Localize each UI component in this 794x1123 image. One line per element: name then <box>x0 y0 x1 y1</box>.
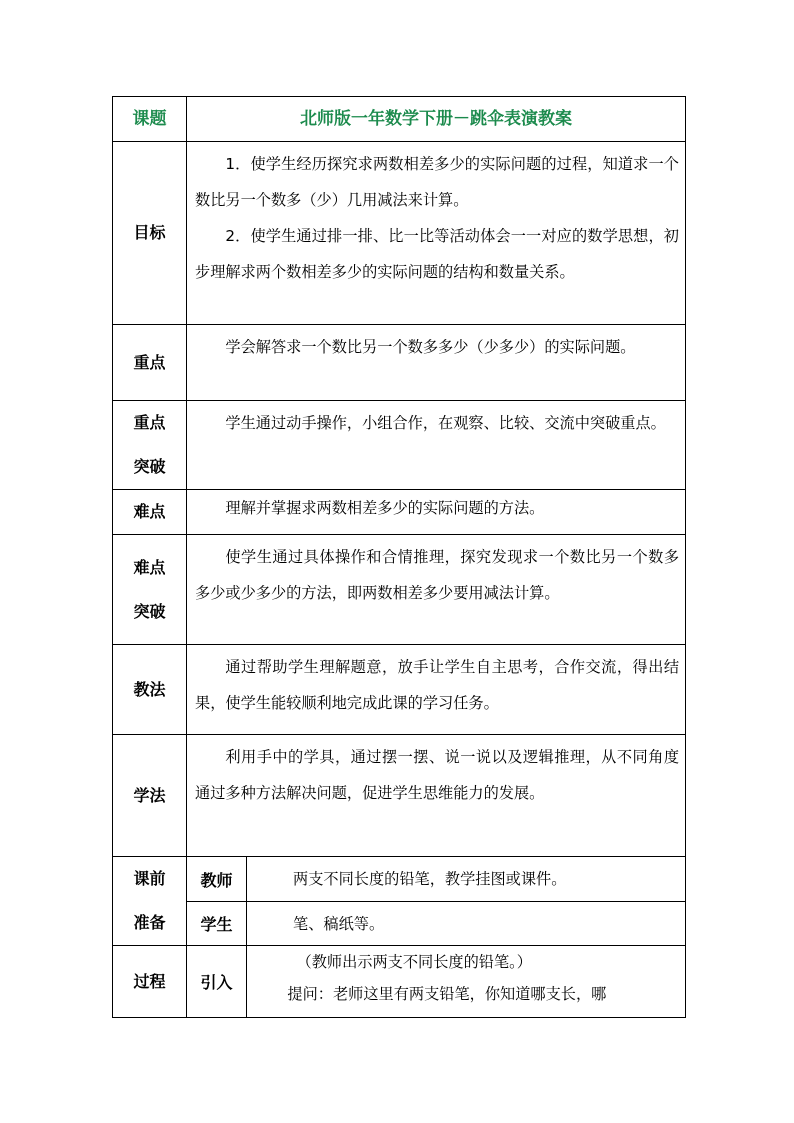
teaching-method-row <box>113 645 686 735</box>
difficulty-label: 难点 <box>113 490 187 535</box>
student-preparation-text: 笔、稿纸等。 <box>247 902 686 946</box>
title-row <box>113 97 686 142</box>
difficulty-breakthrough-label: 难点 突破 <box>113 535 187 645</box>
teaching-method-text: 通过帮助学生理解题意，放手让学生自主思考，合作交流，得出结果，使学生能较顺利地完成此课的学习任务。 <box>195 658 679 712</box>
goal-content <box>187 142 686 325</box>
process-label: 过程 <box>113 946 187 1018</box>
learning-method-text: 利用手中的学具，通过摆一摆、说一说以及逻辑推理，从不同角度通过多种方法解决问题，促进学生思维能力的发展。 <box>195 748 679 802</box>
lesson-title: 北师版一年数学下册－跳伞表演教案 <box>187 97 686 142</box>
key-breakthrough-text: 学生通过动手操作，小组合作，在观察、比较、交流中突破重点。 <box>225 414 666 432</box>
introduction-label: 引入 <box>187 946 247 1018</box>
key-breakthrough-row <box>113 401 686 490</box>
teacher-label: 教师 <box>187 857 247 902</box>
process-content <box>247 946 686 1018</box>
process-line: 提问：老师这里有两支铅笔，你知道哪支长，哪 <box>287 985 607 1003</box>
student-label: 学生 <box>187 902 247 946</box>
goal-item: 1．使学生经历探究求两数相差多少的实际问题的过程，知道求一个数比另一个数多（少）几用减法来计算。 <box>195 155 679 209</box>
preparation-student-row <box>113 902 686 946</box>
key-point-row <box>113 325 686 401</box>
learning-method-label: 学法 <box>113 735 187 857</box>
key-point-text: 学会解答求一个数比另一个数多多少（少多少）的实际问题。 <box>225 338 636 356</box>
difficulty-breakthrough-row <box>113 535 686 645</box>
difficulty-text: 理解并掌握求两数相差多少的实际问题的方法。 <box>225 499 545 517</box>
process-row <box>113 946 686 1018</box>
key-breakthrough-label: 重点 突破 <box>113 401 187 490</box>
preparation-teacher-row <box>113 857 686 902</box>
topic-label: 课题 <box>113 97 187 142</box>
learning-method-row <box>113 735 686 857</box>
goal-row <box>113 142 686 325</box>
difficulty-row <box>113 490 686 535</box>
preparation-label: 课前 准备 <box>113 857 187 946</box>
difficulty-breakthrough-text: 使学生通过具体操作和合情推理，探究发现求一个数比另一个数多多少或少多少的方法，即两数相差多少要用减法计算。 <box>195 548 679 602</box>
lesson-plan-table <box>112 96 686 1018</box>
key-point-label: 重点 <box>113 325 187 401</box>
teaching-method-label: 教法 <box>113 645 187 735</box>
goal-label: 目标 <box>113 142 187 325</box>
teacher-preparation-text: 两支不同长度的铅笔，教学挂图或课件。 <box>247 857 686 902</box>
process-line: （教师出示两支不同长度的铅笔。） <box>296 953 532 971</box>
goal-item: 2．使学生通过排一排、比一比等活动体会一一对应的数学思想，初步理解求两个数相差多少的实际问题的结构和数量关系。 <box>195 227 679 281</box>
